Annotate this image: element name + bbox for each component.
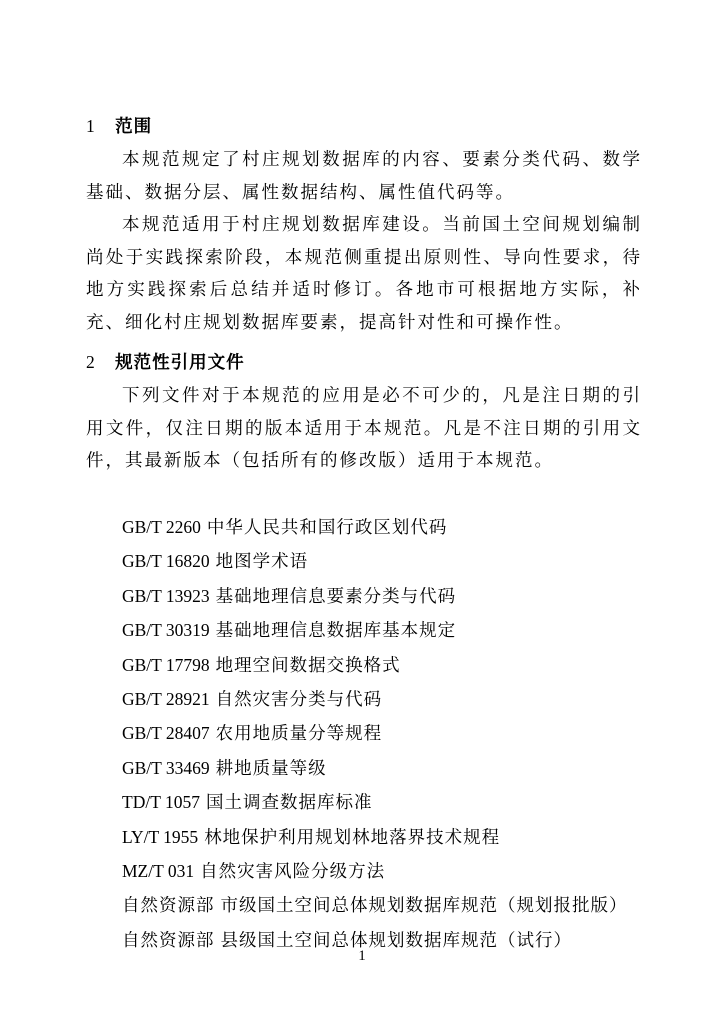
reference-title: 地理空间数据交换格式 <box>215 655 401 676</box>
section-title: 范围 <box>115 117 153 137</box>
reference-item <box>122 648 662 682</box>
reference-item <box>122 682 662 716</box>
section-heading-normative-references <box>86 346 245 379</box>
section-body-normative-references <box>86 380 642 478</box>
section-number: 2 <box>86 352 96 372</box>
reference-title: 中华人民共和国行政区划代码 <box>206 518 448 538</box>
reference-title: 农用地质量分等规程 <box>215 724 383 745</box>
reference-title: 自然灾害风险分级方法 <box>200 861 386 882</box>
reference-item <box>122 888 662 922</box>
reference-item <box>122 785 662 819</box>
reference-code: TD/T 1057 <box>122 792 200 813</box>
section-heading-scope <box>86 110 152 143</box>
page-number: 1 <box>358 948 366 964</box>
reference-item <box>122 613 662 647</box>
reference-code: 自然资源部 <box>122 929 215 950</box>
reference-item <box>122 716 662 750</box>
reference-title: 林地保护利用规划林地落界技术规程 <box>204 827 501 848</box>
reference-code: MZ/T 031 <box>122 860 195 881</box>
reference-title: 国土调查数据库标准 <box>205 793 373 814</box>
reference-item <box>122 751 662 785</box>
reference-item <box>122 544 662 578</box>
section-number: 1 <box>86 116 96 136</box>
paragraph: 下列文件对于本规范的应用是必不可少的，凡是注日期的引用文件，仅注日期的版本适用于本规范。凡是不注日期的引用文件，其最新版本（包括所有的修改版）适用于本规范。 <box>86 386 642 471</box>
reference-item <box>122 854 662 888</box>
reference-title: 基础地理信息要素分类与代码 <box>215 586 457 607</box>
reference-code: 自然资源部 <box>122 895 215 916</box>
reference-code: GB/T 2260 <box>122 517 201 537</box>
paragraph: 本规范适用于村庄规划数据库建设。当前国土空间规划编制尚处于实践探索阶段，本规范侧重提出原则性、导向性要求，待地方实践探索后总结并适时修订。各地市可根据地方实际，补充、细化村庄规划数据库要素，提高针对性和可操作性。 <box>86 215 642 333</box>
reference-list <box>122 510 662 957</box>
reference-code: GB/T 33469 <box>122 757 210 778</box>
reference-title: 市级国土空间总体规划数据库规范（规划报批版） <box>220 896 628 917</box>
reference-code: GB/T 30319 <box>122 620 210 641</box>
reference-item <box>122 510 662 544</box>
reference-code: LY/T 1955 <box>122 826 199 847</box>
reference-item <box>122 820 662 854</box>
reference-code: GB/T 16820 <box>122 551 210 572</box>
reference-item <box>122 579 662 613</box>
reference-title: 地图学术语 <box>215 552 309 573</box>
reference-title: 自然灾害分类与代码 <box>215 689 383 710</box>
reference-code: GB/T 28407 <box>122 723 210 744</box>
reference-title: 耕地质量等级 <box>215 758 327 779</box>
section-body-scope <box>86 144 642 339</box>
paragraph: 本规范规定了村庄规划数据库的内容、要素分类代码、数学基础、数据分层、属性数据结构、属性值代码等。 <box>86 150 642 203</box>
reference-title: 基础地理信息数据库基本规定 <box>215 621 457 642</box>
reference-title: 县级国土空间总体规划数据库规范（试行） <box>220 930 572 951</box>
reference-code: GB/T 28921 <box>122 688 210 709</box>
reference-code: GB/T 13923 <box>122 585 210 606</box>
section-title: 规范性引用文件 <box>115 353 245 373</box>
reference-code: GB/T 17798 <box>122 654 210 675</box>
